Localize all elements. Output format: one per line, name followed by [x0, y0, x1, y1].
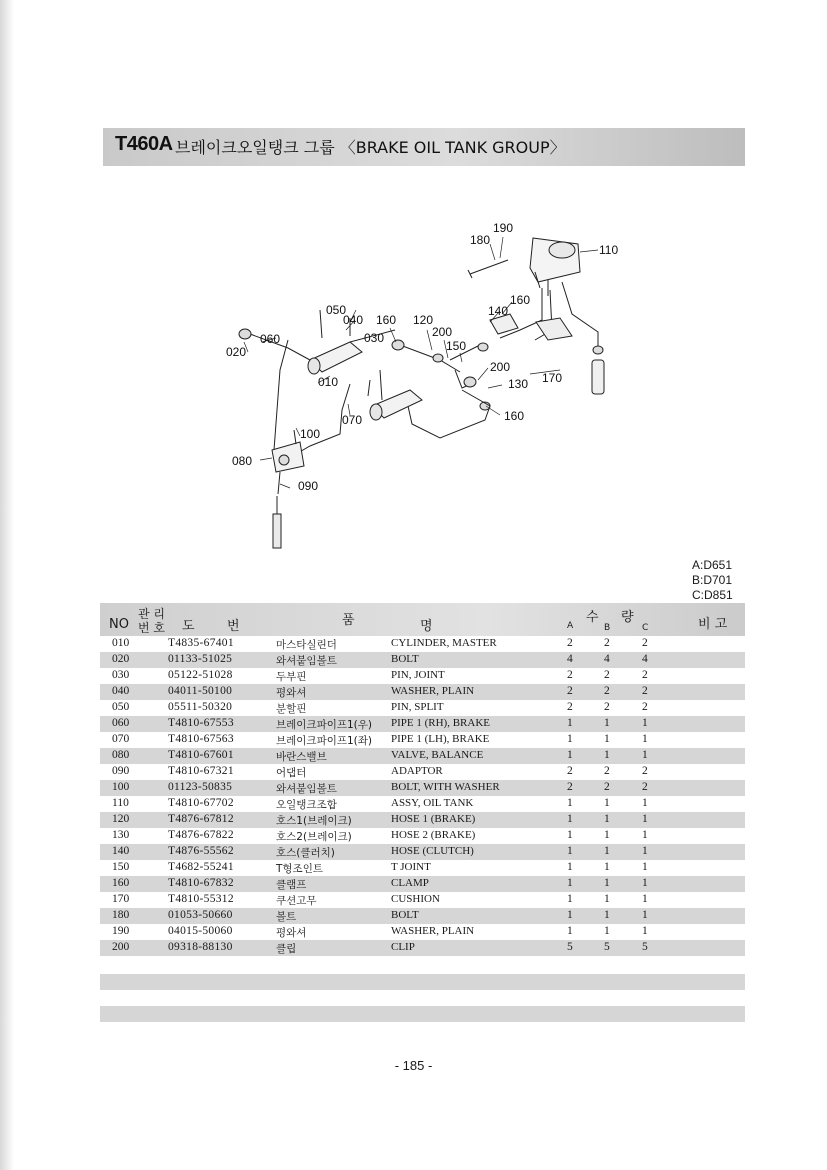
cell-c: 5	[642, 941, 648, 953]
table-row	[100, 828, 745, 844]
model-legend	[650, 558, 745, 603]
table-row	[100, 764, 745, 780]
table-row	[100, 748, 745, 764]
table-row	[100, 700, 745, 716]
cell-kr: 와셔붙임볼트	[276, 783, 337, 795]
cell-a: 2	[567, 637, 573, 649]
cell-a: 1	[567, 845, 573, 857]
cell-c: 1	[642, 909, 648, 921]
callout: 060	[260, 332, 281, 346]
callout: 130	[508, 377, 529, 391]
callout: 140	[488, 304, 509, 318]
cell-b: 5	[604, 941, 610, 953]
model-a: A:D651	[692, 558, 733, 572]
header-name-1: 품	[342, 613, 355, 628]
cell-en: HOSE 1 (BRAKE)	[391, 813, 476, 825]
cell-part: T4810-67832	[168, 877, 234, 889]
cell-a: 1	[567, 909, 573, 921]
callout: 160	[504, 409, 525, 423]
cell-a: 1	[567, 749, 573, 761]
cell-en: PIPE 1 (RH), BRAKE	[391, 717, 491, 729]
cell-part: T4682-55241	[168, 861, 234, 873]
cell-b: 1	[604, 717, 610, 729]
cell-a: 1	[567, 717, 573, 729]
callout: 070	[342, 413, 363, 427]
table-row	[100, 892, 745, 908]
cell-en: HOSE 2 (BRAKE)	[391, 829, 476, 841]
cell-c: 2	[642, 781, 648, 793]
header-remarks: 비 고	[698, 617, 728, 632]
table-row	[100, 924, 745, 940]
cell-c: 2	[642, 669, 648, 681]
cell-no: 020	[112, 653, 130, 665]
cell-no: 050	[112, 701, 130, 713]
cell-en: HOSE (CLUTCH)	[391, 845, 474, 857]
header-qty-1: 수	[586, 610, 599, 625]
cell-kr: 마스타실린더	[276, 639, 337, 651]
section-title-bar	[103, 128, 745, 166]
cell-a: 1	[567, 797, 573, 809]
header-qty-2: 량	[621, 610, 634, 625]
callout: 120	[413, 313, 434, 327]
callout: 160	[376, 313, 397, 327]
cell-en: CLIP	[391, 941, 415, 953]
cell-no: 170	[112, 893, 130, 905]
callout: 030	[364, 331, 385, 345]
cell-part: T4810-55312	[168, 893, 234, 905]
callout: 020	[226, 345, 247, 359]
callout: 200	[490, 360, 511, 374]
cell-no: 140	[112, 845, 130, 857]
cell-b: 2	[604, 637, 610, 649]
cell-part: 01123-50835	[168, 781, 233, 793]
header-col-a: A	[567, 621, 574, 631]
cell-a: 2	[567, 781, 573, 793]
table-empty-band	[100, 974, 745, 990]
callout: 190	[493, 221, 514, 235]
cell-kr: 볼트	[276, 911, 297, 923]
cell-b: 1	[604, 861, 610, 873]
cell-a: 2	[567, 669, 573, 681]
cell-no: 060	[112, 717, 130, 729]
cell-b: 1	[604, 925, 610, 937]
page-number: - 185 -	[394, 1058, 433, 1073]
cell-en: ASSY, OIL TANK	[391, 797, 474, 809]
model-c: C:D851	[692, 588, 733, 602]
cell-b: 1	[604, 733, 610, 745]
cell-kr: 브레이크파이프1(좌)	[276, 735, 373, 747]
cell-c: 1	[642, 717, 648, 729]
callout: 180	[470, 233, 491, 247]
header-no: NO	[109, 617, 129, 632]
cell-part: 09318-88130	[168, 941, 233, 953]
table-row	[100, 844, 745, 860]
cell-part: 05511-50320	[168, 701, 233, 713]
cell-en: WASHER, PLAIN	[391, 925, 475, 937]
cell-c: 1	[642, 733, 648, 745]
cell-kr: 분할핀	[276, 703, 307, 715]
cell-part: 04011-50100	[168, 685, 233, 697]
cell-part: 01133-51025	[168, 653, 233, 665]
callout: 170	[542, 371, 563, 385]
section-title: 브레이크오일탱크 그룹 〈BRAKE OIL TANK GROUP〉	[175, 138, 566, 157]
cell-kr: 오일탱크조합	[276, 799, 337, 811]
callout: 090	[298, 479, 319, 493]
cell-c: 1	[642, 877, 648, 889]
cell-part: T4876-67812	[168, 813, 234, 825]
cell-b: 2	[604, 685, 610, 697]
callout: 050	[326, 303, 347, 317]
cell-en: BOLT	[391, 909, 419, 921]
cell-kr: 클램프	[276, 879, 307, 891]
cell-en: T JOINT	[391, 861, 431, 873]
cell-a: 2	[567, 685, 573, 697]
cell-b: 1	[604, 813, 610, 825]
cell-kr: 브레이크파이프1(우)	[276, 719, 373, 731]
cell-c: 2	[642, 701, 648, 713]
table-row	[100, 668, 745, 684]
table-row	[100, 652, 745, 668]
cell-no: 010	[112, 637, 130, 649]
cell-en: BOLT, WITH WASHER	[391, 781, 500, 793]
table-row	[100, 812, 745, 828]
cell-b: 2	[604, 701, 610, 713]
cell-c: 4	[642, 653, 648, 665]
cell-b: 1	[604, 845, 610, 857]
cell-no: 160	[112, 877, 130, 889]
cell-en: WASHER, PLAIN	[391, 685, 475, 697]
cell-b: 1	[604, 749, 610, 761]
header-name-2: 명	[420, 619, 433, 634]
cell-kr: 평와셔	[276, 927, 307, 939]
cell-en: PIPE 1 (LH), BRAKE	[391, 733, 490, 745]
exploded-parts-diagram	[200, 210, 650, 555]
cell-b: 2	[604, 765, 610, 777]
cell-en: PIN, SPLIT	[391, 701, 444, 713]
cell-no: 190	[112, 925, 130, 937]
cell-b: 1	[604, 909, 610, 921]
table-row	[100, 940, 745, 956]
cell-no: 130	[112, 829, 130, 841]
cell-no: 200	[112, 941, 130, 953]
cell-en: BOLT	[391, 653, 419, 665]
cell-a: 1	[567, 733, 573, 745]
cell-c: 1	[642, 893, 648, 905]
parts-table-body	[100, 636, 745, 956]
cell-no: 180	[112, 909, 130, 921]
cell-kr: 와셔붙임볼트	[276, 655, 337, 667]
cell-a: 4	[567, 653, 573, 665]
cell-c: 1	[642, 845, 648, 857]
cell-en: CUSHION	[391, 893, 440, 905]
cell-c: 2	[642, 765, 648, 777]
cell-kr: 두부핀	[276, 671, 307, 683]
cell-b: 1	[604, 797, 610, 809]
cell-part: T4876-67822	[168, 829, 234, 841]
model-b: B:D701	[692, 573, 733, 587]
cell-kr: 클립	[276, 943, 297, 955]
cell-b: 1	[604, 893, 610, 905]
cell-no: 100	[112, 781, 130, 793]
callout: 110	[599, 243, 619, 257]
cell-kr: 호스2(브레이크)	[276, 831, 352, 843]
cell-a: 2	[567, 765, 573, 777]
cell-a: 1	[567, 893, 573, 905]
header-drawing-1: 도	[182, 619, 195, 634]
cell-kr: 호스1(브레이크)	[276, 815, 352, 827]
cell-no: 040	[112, 685, 130, 697]
cell-part: T4810-67553	[168, 717, 234, 729]
cell-kr: T형조인트	[276, 863, 323, 875]
table-row	[100, 796, 745, 812]
scan-edge-shadow	[0, 0, 14, 1170]
callout: 100	[300, 427, 321, 441]
cell-part: 01053-50660	[168, 909, 233, 921]
cell-a: 1	[567, 861, 573, 873]
cell-part: T4835-67401	[168, 637, 234, 649]
cell-c: 1	[642, 925, 648, 937]
cell-no: 090	[112, 765, 130, 777]
cell-part: T4810-67321	[168, 765, 234, 777]
cell-kr: 평와셔	[276, 687, 307, 699]
cell-kr: 쿠션고무	[276, 895, 317, 907]
cell-c: 1	[642, 861, 648, 873]
cell-b: 2	[604, 781, 610, 793]
cell-a: 5	[567, 941, 573, 953]
cell-b: 1	[604, 829, 610, 841]
cell-c: 2	[642, 637, 648, 649]
cell-a: 2	[567, 701, 573, 713]
callout: 200	[432, 325, 453, 339]
cell-part: T4810-67702	[168, 797, 234, 809]
cell-part: T4876-55562	[168, 845, 234, 857]
cell-no: 150	[112, 861, 130, 873]
cell-a: 1	[567, 925, 573, 937]
header-mgmt-bottom: 번 호	[138, 621, 165, 635]
cell-part: 05122-51028	[168, 669, 233, 681]
cell-b: 4	[604, 653, 610, 665]
cell-kr: 호스(클러치)	[276, 847, 335, 859]
cell-c: 1	[642, 797, 648, 809]
callout: 010	[318, 375, 339, 389]
table-row	[100, 876, 745, 892]
header-drawing-2: 번	[227, 619, 240, 634]
table-row	[100, 780, 745, 796]
header-col-b: B	[604, 623, 611, 633]
cell-kr: 어댑터	[276, 767, 307, 779]
cell-no: 070	[112, 733, 130, 745]
cell-part: T4810-67601	[168, 749, 234, 761]
table-row	[100, 732, 745, 748]
cell-b: 1	[604, 877, 610, 889]
cell-part: 04015-50060	[168, 925, 233, 937]
table-row	[100, 684, 745, 700]
cell-en: VALVE, BALANCE	[391, 749, 484, 761]
table-row	[100, 636, 745, 652]
cell-en: ADAPTOR	[391, 765, 443, 777]
cell-c: 2	[642, 685, 648, 697]
header-mgmt-top: 관 리	[138, 607, 165, 621]
cell-a: 1	[567, 813, 573, 825]
cell-c: 1	[642, 749, 648, 761]
callout: 160	[510, 293, 531, 307]
callout: 080	[232, 454, 253, 468]
cell-en: CLAMP	[391, 877, 429, 889]
cell-no: 080	[112, 749, 130, 761]
cell-no: 030	[112, 669, 130, 681]
cell-no: 120	[112, 813, 130, 825]
cell-a: 1	[567, 829, 573, 841]
cell-en: PIN, JOINT	[391, 669, 445, 681]
table-row	[100, 716, 745, 732]
header-col-c: C	[642, 623, 649, 633]
table-row	[100, 860, 745, 876]
cell-a: 1	[567, 877, 573, 889]
cell-no: 110	[112, 797, 129, 809]
table-empty-band	[100, 1006, 745, 1022]
callout: 150	[446, 339, 467, 353]
cell-c: 1	[642, 813, 648, 825]
cell-part: T4810-67563	[168, 733, 234, 745]
table-row	[100, 908, 745, 924]
cell-en: CYLINDER, MASTER	[391, 637, 497, 649]
parts-table-header	[100, 603, 745, 636]
cell-b: 2	[604, 669, 610, 681]
cell-kr: 바란스밸브	[276, 751, 327, 763]
section-code: T460A	[115, 133, 173, 155]
callout: 040	[343, 313, 364, 327]
cell-c: 1	[642, 829, 648, 841]
